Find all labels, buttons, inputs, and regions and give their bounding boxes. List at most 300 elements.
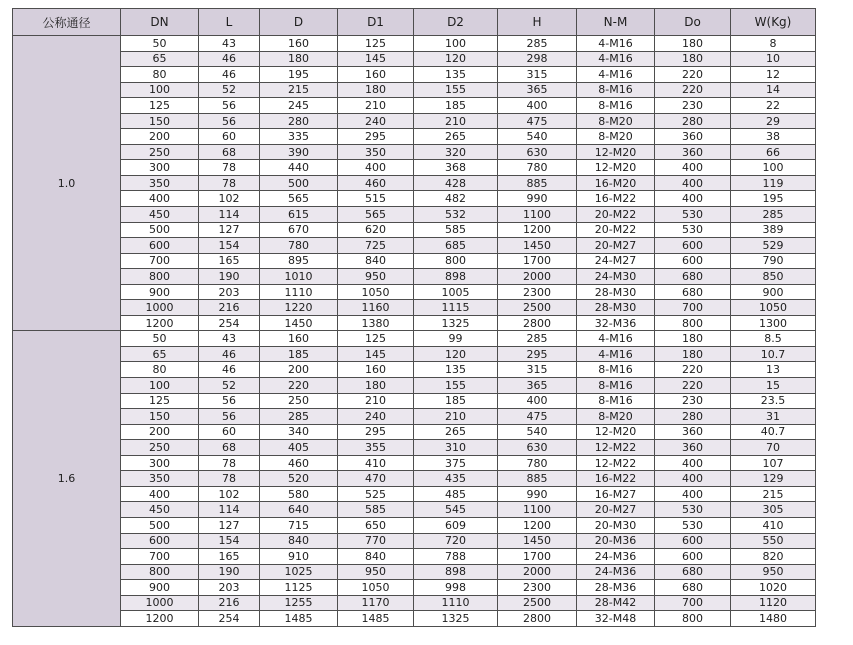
cell-n-m: 20-M27: [577, 238, 655, 254]
table-row: [13, 424, 816, 440]
cell-d2: 375: [414, 455, 498, 471]
cell-d2: 135: [414, 67, 498, 83]
cell-dn: 65: [121, 51, 199, 67]
cell-n-m: 28-M30: [577, 300, 655, 316]
table-row: [13, 502, 816, 518]
cell-dn: 150: [121, 409, 199, 425]
cell-l: 46: [199, 362, 260, 378]
table-row: [13, 455, 816, 471]
cell-l: 56: [199, 113, 260, 129]
cell-l: 46: [199, 346, 260, 362]
cell-d1: 210: [338, 98, 414, 114]
table-row: [13, 533, 816, 549]
cell-h: 285: [498, 331, 577, 347]
cell-d1: 295: [338, 424, 414, 440]
cell-d2: 720: [414, 533, 498, 549]
table-row: [13, 611, 816, 627]
cell-d2: 1325: [414, 315, 498, 331]
table-row: [13, 362, 816, 378]
cell-d: 215: [260, 82, 338, 98]
header-n-m: N-M: [577, 9, 655, 36]
cell-n-m: 32-M36: [577, 315, 655, 331]
cell-weight: 410: [731, 517, 816, 533]
cell-l: 78: [199, 471, 260, 487]
cell-n-m: 4-M16: [577, 36, 655, 52]
cell-do: 400: [655, 175, 731, 191]
cell-weight: 1120: [731, 595, 816, 611]
cell-l: 56: [199, 393, 260, 409]
table-row: [13, 331, 816, 347]
cell-do: 680: [655, 564, 731, 580]
cell-n-m: 28-M36: [577, 580, 655, 596]
cell-dn: 80: [121, 362, 199, 378]
cell-weight: 38: [731, 129, 816, 145]
cell-l: 56: [199, 98, 260, 114]
cell-d: 1010: [260, 269, 338, 285]
cell-d1: 1050: [338, 284, 414, 300]
cell-h: 1200: [498, 222, 577, 238]
cell-d: 1220: [260, 300, 338, 316]
cell-d1: 1380: [338, 315, 414, 331]
cell-d: 280: [260, 113, 338, 129]
table-row: [13, 129, 816, 145]
cell-d: 250: [260, 393, 338, 409]
cell-d: 185: [260, 346, 338, 362]
cell-dn: 600: [121, 238, 199, 254]
cell-h: 1100: [498, 502, 577, 518]
cell-l: 78: [199, 175, 260, 191]
cell-weight: 15: [731, 378, 816, 394]
cell-weight: 129: [731, 471, 816, 487]
cell-d2: 428: [414, 175, 498, 191]
cell-d: 245: [260, 98, 338, 114]
cell-d2: 155: [414, 82, 498, 98]
cell-h: 990: [498, 191, 577, 207]
cell-d: 405: [260, 440, 338, 456]
cell-dn: 800: [121, 269, 199, 285]
table-row: [13, 98, 816, 114]
cell-d: 670: [260, 222, 338, 238]
cell-h: 540: [498, 129, 577, 145]
cell-d1: 840: [338, 549, 414, 565]
cell-d2: 185: [414, 98, 498, 114]
cell-dn: 250: [121, 144, 199, 160]
table-row: [13, 580, 816, 596]
cell-d2: 100: [414, 36, 498, 52]
cell-dn: 700: [121, 253, 199, 269]
cell-weight: 1020: [731, 580, 816, 596]
cell-weight: 13: [731, 362, 816, 378]
cell-n-m: 4-M16: [577, 346, 655, 362]
cell-d: 780: [260, 238, 338, 254]
header-d: D: [260, 9, 338, 36]
cell-n-m: 8-M16: [577, 98, 655, 114]
cell-dn: 350: [121, 175, 199, 191]
cell-l: 60: [199, 129, 260, 145]
table-row: [13, 346, 816, 362]
cell-weight: 305: [731, 502, 816, 518]
cell-weight: 12: [731, 67, 816, 83]
table-row: [13, 549, 816, 565]
cell-h: 630: [498, 144, 577, 160]
cell-n-m: 4-M16: [577, 331, 655, 347]
cell-d1: 180: [338, 378, 414, 394]
table-row: [13, 269, 816, 285]
table-row: [13, 284, 816, 300]
pressure-group-label: 1.6: [13, 331, 121, 626]
table-row: [13, 191, 816, 207]
cell-l: 254: [199, 611, 260, 627]
cell-n-m: 8-M20: [577, 409, 655, 425]
cell-dn: 50: [121, 331, 199, 347]
cell-l: 203: [199, 580, 260, 596]
cell-do: 280: [655, 409, 731, 425]
header-d2: D2: [414, 9, 498, 36]
cell-do: 680: [655, 580, 731, 596]
cell-d2: 482: [414, 191, 498, 207]
cell-l: 56: [199, 409, 260, 425]
cell-h: 475: [498, 113, 577, 129]
cell-d2: 609: [414, 517, 498, 533]
cell-weight: 29: [731, 113, 816, 129]
cell-d: 220: [260, 378, 338, 394]
cell-dn: 125: [121, 393, 199, 409]
header-row: [13, 9, 816, 36]
cell-h: 1700: [498, 253, 577, 269]
cell-d: 580: [260, 486, 338, 502]
cell-d1: 585: [338, 502, 414, 518]
table-row: [13, 82, 816, 98]
cell-l: 52: [199, 378, 260, 394]
cell-d2: 185: [414, 393, 498, 409]
cell-d1: 770: [338, 533, 414, 549]
cell-l: 102: [199, 486, 260, 502]
cell-do: 530: [655, 222, 731, 238]
cell-n-m: 8-M16: [577, 393, 655, 409]
cell-dn: 900: [121, 284, 199, 300]
cell-d: 1450: [260, 315, 338, 331]
cell-d: 640: [260, 502, 338, 518]
cell-d2: 368: [414, 160, 498, 176]
cell-d1: 515: [338, 191, 414, 207]
cell-weight: 8: [731, 36, 816, 52]
cell-h: 2800: [498, 611, 577, 627]
cell-d2: 210: [414, 113, 498, 129]
cell-d: 1125: [260, 580, 338, 596]
table-row: [13, 175, 816, 191]
cell-l: 43: [199, 331, 260, 347]
cell-d2: 532: [414, 207, 498, 223]
cell-n-m: 24-M36: [577, 549, 655, 565]
cell-d1: 160: [338, 67, 414, 83]
cell-n-m: 12-M22: [577, 440, 655, 456]
cell-dn: 400: [121, 191, 199, 207]
cell-do: 800: [655, 315, 731, 331]
cell-n-m: 20-M30: [577, 517, 655, 533]
cell-d: 195: [260, 67, 338, 83]
cell-l: 43: [199, 36, 260, 52]
cell-dn: 400: [121, 486, 199, 502]
cell-n-m: 12-M20: [577, 144, 655, 160]
cell-n-m: 8-M16: [577, 82, 655, 98]
cell-dn: 700: [121, 549, 199, 565]
cell-dn: 250: [121, 440, 199, 456]
cell-d2: 1005: [414, 284, 498, 300]
cell-h: 475: [498, 409, 577, 425]
cell-do: 400: [655, 486, 731, 502]
cell-do: 600: [655, 253, 731, 269]
cell-n-m: 32-M48: [577, 611, 655, 627]
cell-do: 360: [655, 440, 731, 456]
table-row: [13, 207, 816, 223]
cell-do: 400: [655, 471, 731, 487]
cell-h: 2500: [498, 595, 577, 611]
cell-d: 160: [260, 331, 338, 347]
cell-n-m: 20-M36: [577, 533, 655, 549]
cell-h: 365: [498, 378, 577, 394]
cell-weight: 10: [731, 51, 816, 67]
cell-d: 840: [260, 533, 338, 549]
cell-d1: 620: [338, 222, 414, 238]
cell-dn: 1000: [121, 300, 199, 316]
cell-d: 1255: [260, 595, 338, 611]
cell-d1: 650: [338, 517, 414, 533]
cell-dn: 80: [121, 67, 199, 83]
table-row: [13, 253, 816, 269]
cell-do: 180: [655, 331, 731, 347]
cell-dn: 350: [121, 471, 199, 487]
table-body: [13, 36, 816, 627]
cell-weight: 10.7: [731, 346, 816, 362]
cell-d: 335: [260, 129, 338, 145]
cell-l: 114: [199, 502, 260, 518]
cell-d: 910: [260, 549, 338, 565]
cell-l: 127: [199, 517, 260, 533]
cell-d2: 135: [414, 362, 498, 378]
cell-d1: 410: [338, 455, 414, 471]
cell-dn: 450: [121, 502, 199, 518]
cell-l: 127: [199, 222, 260, 238]
table-row: [13, 393, 816, 409]
cell-dn: 1200: [121, 315, 199, 331]
cell-d1: 565: [338, 207, 414, 223]
cell-do: 220: [655, 67, 731, 83]
cell-dn: 200: [121, 129, 199, 145]
cell-d1: 240: [338, 409, 414, 425]
cell-d1: 840: [338, 253, 414, 269]
cell-d1: 1050: [338, 580, 414, 596]
cell-weight: 550: [731, 533, 816, 549]
cell-l: 216: [199, 595, 260, 611]
cell-weight: 22: [731, 98, 816, 114]
cell-do: 360: [655, 144, 731, 160]
cell-weight: 195: [731, 191, 816, 207]
cell-dn: 900: [121, 580, 199, 596]
cell-n-m: 12-M22: [577, 455, 655, 471]
cell-weight: 66: [731, 144, 816, 160]
table-row: [13, 67, 816, 83]
cell-do: 180: [655, 51, 731, 67]
cell-dn: 50: [121, 36, 199, 52]
cell-d2: 99: [414, 331, 498, 347]
cell-h: 540: [498, 424, 577, 440]
cell-do: 360: [655, 129, 731, 145]
cell-d: 390: [260, 144, 338, 160]
cell-h: 2000: [498, 269, 577, 285]
cell-do: 280: [655, 113, 731, 129]
cell-l: 46: [199, 51, 260, 67]
cell-h: 1200: [498, 517, 577, 533]
cell-l: 68: [199, 440, 260, 456]
cell-dn: 600: [121, 533, 199, 549]
cell-h: 298: [498, 51, 577, 67]
cell-d: 460: [260, 455, 338, 471]
cell-l: 52: [199, 82, 260, 98]
cell-d1: 145: [338, 346, 414, 362]
cell-weight: 1300: [731, 315, 816, 331]
cell-n-m: 8-M16: [577, 362, 655, 378]
cell-d: 1025: [260, 564, 338, 580]
cell-d2: 685: [414, 238, 498, 254]
cell-dn: 150: [121, 113, 199, 129]
cell-h: 885: [498, 471, 577, 487]
header-nominal-pressure: 公称通径: [13, 9, 121, 36]
cell-h: 400: [498, 393, 577, 409]
cell-do: 600: [655, 533, 731, 549]
cell-h: 1100: [498, 207, 577, 223]
cell-weight: 100: [731, 160, 816, 176]
cell-h: 2000: [498, 564, 577, 580]
cell-weight: 529: [731, 238, 816, 254]
cell-do: 600: [655, 549, 731, 565]
header-l: L: [199, 9, 260, 36]
cell-l: 60: [199, 424, 260, 440]
cell-d1: 470: [338, 471, 414, 487]
cell-l: 68: [199, 144, 260, 160]
header-d1: D1: [338, 9, 414, 36]
cell-h: 315: [498, 67, 577, 83]
header-do: Do: [655, 9, 731, 36]
table-row: [13, 315, 816, 331]
cell-d1: 400: [338, 160, 414, 176]
table-row: [13, 440, 816, 456]
cell-weight: 40.7: [731, 424, 816, 440]
table-row: [13, 564, 816, 580]
cell-d1: 355: [338, 440, 414, 456]
table-row: [13, 238, 816, 254]
cell-do: 700: [655, 595, 731, 611]
cell-do: 600: [655, 238, 731, 254]
cell-dn: 500: [121, 222, 199, 238]
cell-d1: 125: [338, 36, 414, 52]
cell-n-m: 8-M20: [577, 113, 655, 129]
cell-l: 216: [199, 300, 260, 316]
cell-weight: 215: [731, 486, 816, 502]
cell-d2: 320: [414, 144, 498, 160]
cell-do: 400: [655, 191, 731, 207]
cell-weight: 14: [731, 82, 816, 98]
cell-d2: 800: [414, 253, 498, 269]
cell-l: 154: [199, 533, 260, 549]
cell-n-m: 8-M16: [577, 378, 655, 394]
cell-d2: 155: [414, 378, 498, 394]
cell-weight: 1050: [731, 300, 816, 316]
cell-n-m: 24-M27: [577, 253, 655, 269]
cell-dn: 1000: [121, 595, 199, 611]
cell-d2: 585: [414, 222, 498, 238]
table-row: [13, 378, 816, 394]
cell-do: 680: [655, 269, 731, 285]
cell-d: 440: [260, 160, 338, 176]
header-weight: W(Kg): [731, 9, 816, 36]
table-row: [13, 595, 816, 611]
cell-h: 780: [498, 160, 577, 176]
cell-d2: 1325: [414, 611, 498, 627]
cell-d2: 898: [414, 269, 498, 285]
cell-h: 630: [498, 440, 577, 456]
cell-d2: 120: [414, 51, 498, 67]
table-row: [13, 222, 816, 238]
cell-do: 180: [655, 36, 731, 52]
cell-h: 295: [498, 346, 577, 362]
cell-dn: 800: [121, 564, 199, 580]
cell-h: 400: [498, 98, 577, 114]
cell-d: 895: [260, 253, 338, 269]
cell-l: 190: [199, 269, 260, 285]
cell-dn: 300: [121, 455, 199, 471]
cell-d1: 725: [338, 238, 414, 254]
cell-do: 180: [655, 346, 731, 362]
cell-d1: 240: [338, 113, 414, 129]
pressure-group-label: 1.0: [13, 36, 121, 331]
cell-h: 1700: [498, 549, 577, 565]
cell-n-m: 16-M22: [577, 471, 655, 487]
cell-d1: 950: [338, 564, 414, 580]
cell-d: 180: [260, 51, 338, 67]
cell-weight: 950: [731, 564, 816, 580]
cell-h: 1450: [498, 238, 577, 254]
cell-do: 530: [655, 502, 731, 518]
cell-d: 1110: [260, 284, 338, 300]
cell-dn: 100: [121, 378, 199, 394]
cell-weight: 389: [731, 222, 816, 238]
cell-n-m: 20-M22: [577, 207, 655, 223]
cell-n-m: 20-M27: [577, 502, 655, 518]
cell-d1: 160: [338, 362, 414, 378]
cell-d1: 125: [338, 331, 414, 347]
cell-l: 102: [199, 191, 260, 207]
cell-do: 700: [655, 300, 731, 316]
cell-weight: 70: [731, 440, 816, 456]
cell-d: 500: [260, 175, 338, 191]
table-row: [13, 300, 816, 316]
cell-d2: 788: [414, 549, 498, 565]
cell-d2: 265: [414, 129, 498, 145]
cell-d1: 210: [338, 393, 414, 409]
cell-n-m: 16-M27: [577, 486, 655, 502]
cell-n-m: 16-M20: [577, 175, 655, 191]
cell-n-m: 12-M20: [577, 424, 655, 440]
cell-do: 800: [655, 611, 731, 627]
cell-dn: 1200: [121, 611, 199, 627]
cell-n-m: 8-M20: [577, 129, 655, 145]
table-row: [13, 486, 816, 502]
cell-do: 360: [655, 424, 731, 440]
cell-d2: 310: [414, 440, 498, 456]
cell-dn: 100: [121, 82, 199, 98]
cell-weight: 820: [731, 549, 816, 565]
cell-l: 46: [199, 67, 260, 83]
